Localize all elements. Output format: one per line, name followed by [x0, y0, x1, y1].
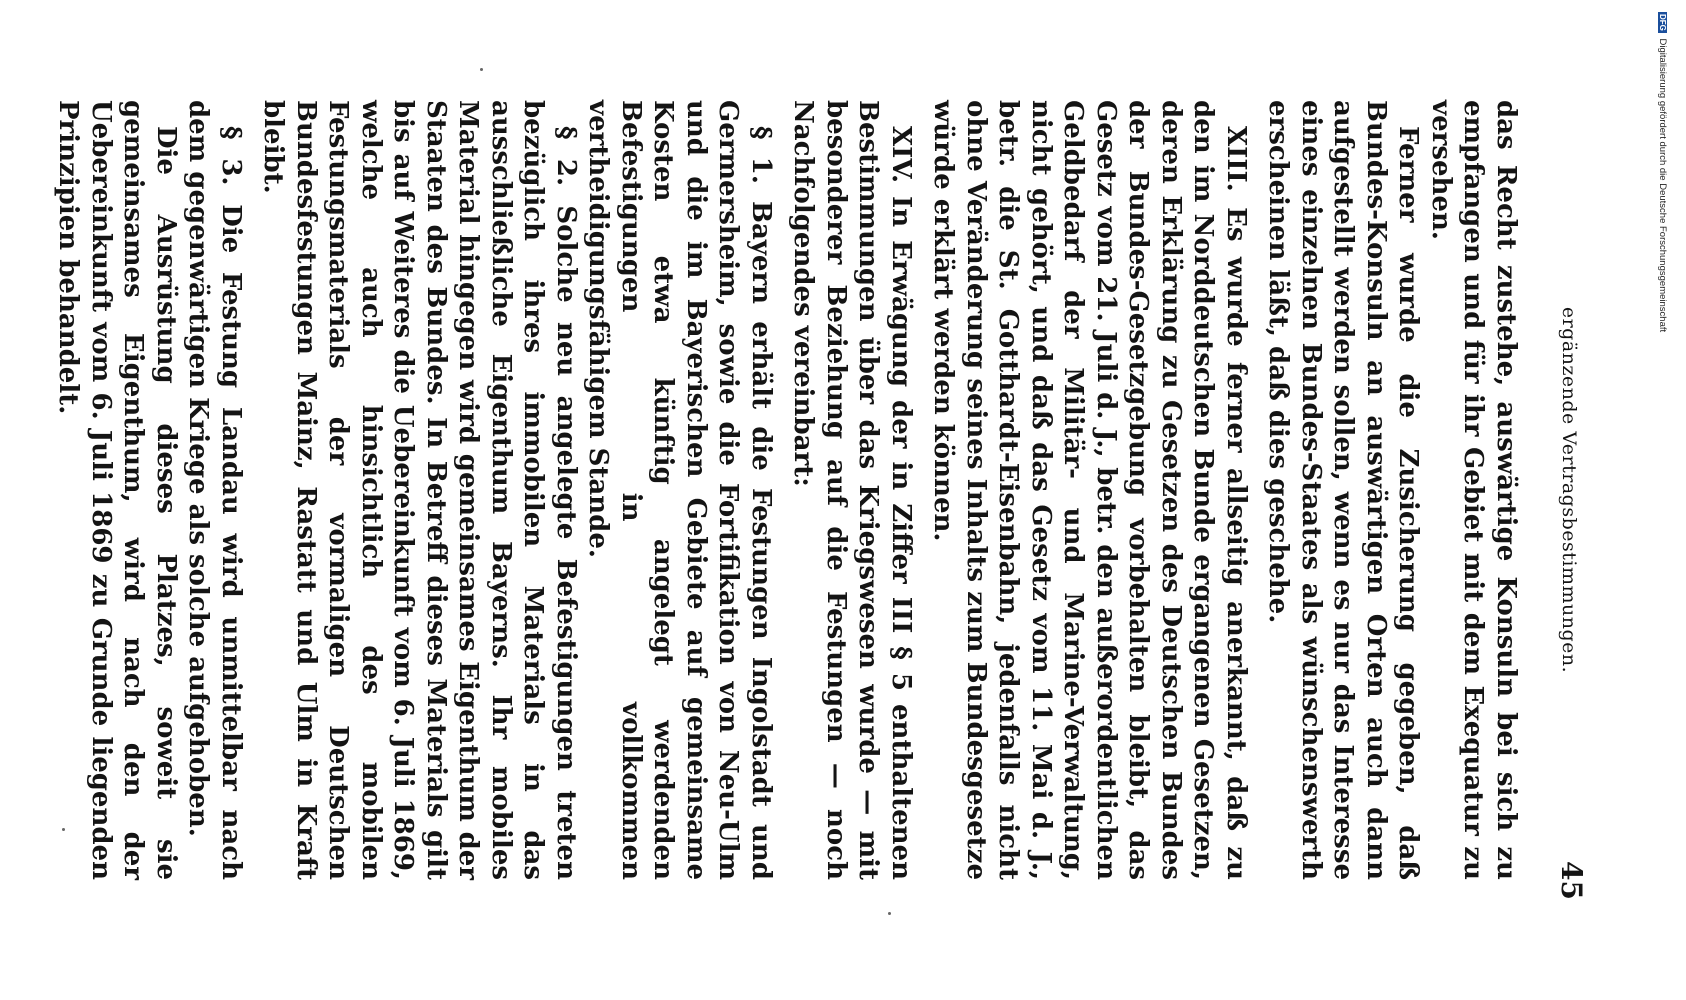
paragraph-equipment: Die Ausrüstung dieses Platzes, soweit sie gemeinsames Eigenthum, wird nach den der Uebereinkunft vom 6. Juli 1869 zu Grunde liegenden Prinzipien behandelt.: [53, 100, 181, 880]
scan-speck: [480, 68, 483, 71]
scan-speck: [62, 828, 65, 831]
digitization-credit-text: Digitalisierung gefördert durch die Deutsche Forschungsgemeinschaft: [1657, 38, 1668, 333]
paragraph-xiii: XIII. Es wurde ferner allseitig anerkannt, daß zu den im Norddeutschen Bunde ergangenen Gesetzen, deren Erklärung zu Gesetzen des Deutschen Bundes der Bundes-Gesetzgebung vorbehalten bleibt, das Gesetz vom 21. Juli d. J., betr. den außerordentlichen Geldbedarf der Militär- und Marine-Verwaltung, nicht gehört, und daß das Gesetz vom 11. Mai d. J., betr. die St. Gotthardt-Eisenbahn, jedenfalls nicht ohne Veränderung seines Inhalts zum Bundesgesetze würde erklärt werden können.: [928, 100, 1251, 880]
paragraph-federal-consuls: Ferner wurde die Zusicherung gegeben, daß Bundes-Konsuln an auswärtigen Orten auch dann aufgestellt werden sollen, wenn es nur das Interesse eines einzelnen Bundes-Staates als wünschenswerth erscheinen läßt, daß dies geschehe.: [1263, 100, 1424, 880]
paragraph-section-1: § 1. Bayern erhält die Festungen Ingolstadt und Germersheim, sowie die Fortifikation von Neu-Ulm und die im Bayerischen Gebiete auf gemeinsame Kosten etwa künftig angelegt werdenden Befestigungen in vollkommen vertheidigungsfähigem Stande.: [583, 100, 776, 880]
paragraph-xiv: XIV. In Erwägung der in Ziffer III § 5 enthaltenen Bestimmungen über das Kriegswesen wurde — mit besonderer Beziehung auf die Festungen — noch Nachfolgendes vereinbart:: [788, 100, 916, 880]
digitization-credit: [1657, 12, 1668, 372]
paragraph-section-3: § 3. Die Festung Landau wird unmittelbar nach dem gegenwärtigen Kriege als solche aufgehoben.: [183, 100, 246, 880]
scan-speck: [888, 912, 891, 915]
rotated-book-page: [53, 10, 1668, 990]
page-number: 45: [1555, 861, 1588, 900]
page-body: [52, 100, 1588, 900]
dfg-logo-badge: DFG: [1658, 14, 1667, 31]
running-head: ergänzende Vertragsbestimmungen.: [1558, 306, 1580, 674]
page-header: [1544, 100, 1588, 900]
paragraph-section-2: § 2. Solche neu angelegte Befestigungen treten bezüglich ihres immobilen Materials in das ausschließliche Eigenthum Bayerns. Ihr mobiles Material hingegen wird gemeinsames Eigenthum der Staaten des Bundes. In Betreff dieses Materials gilt bis auf Weiteres die Uebereinkunft vom 6. Juli 1869, welche auch hinsichtlich des mobilen Festungsmaterials der vormaligen Deutschen Bundesfestungen Mainz, Rastatt und Ulm in Kraft bleibt.: [258, 100, 581, 880]
paragraph-consuls-right: das Recht zustehe, auswärtige Konsuln bei sich zu empfangen und für ihr Gebiet mit dem Exequatur zu versehen.: [1426, 100, 1521, 880]
